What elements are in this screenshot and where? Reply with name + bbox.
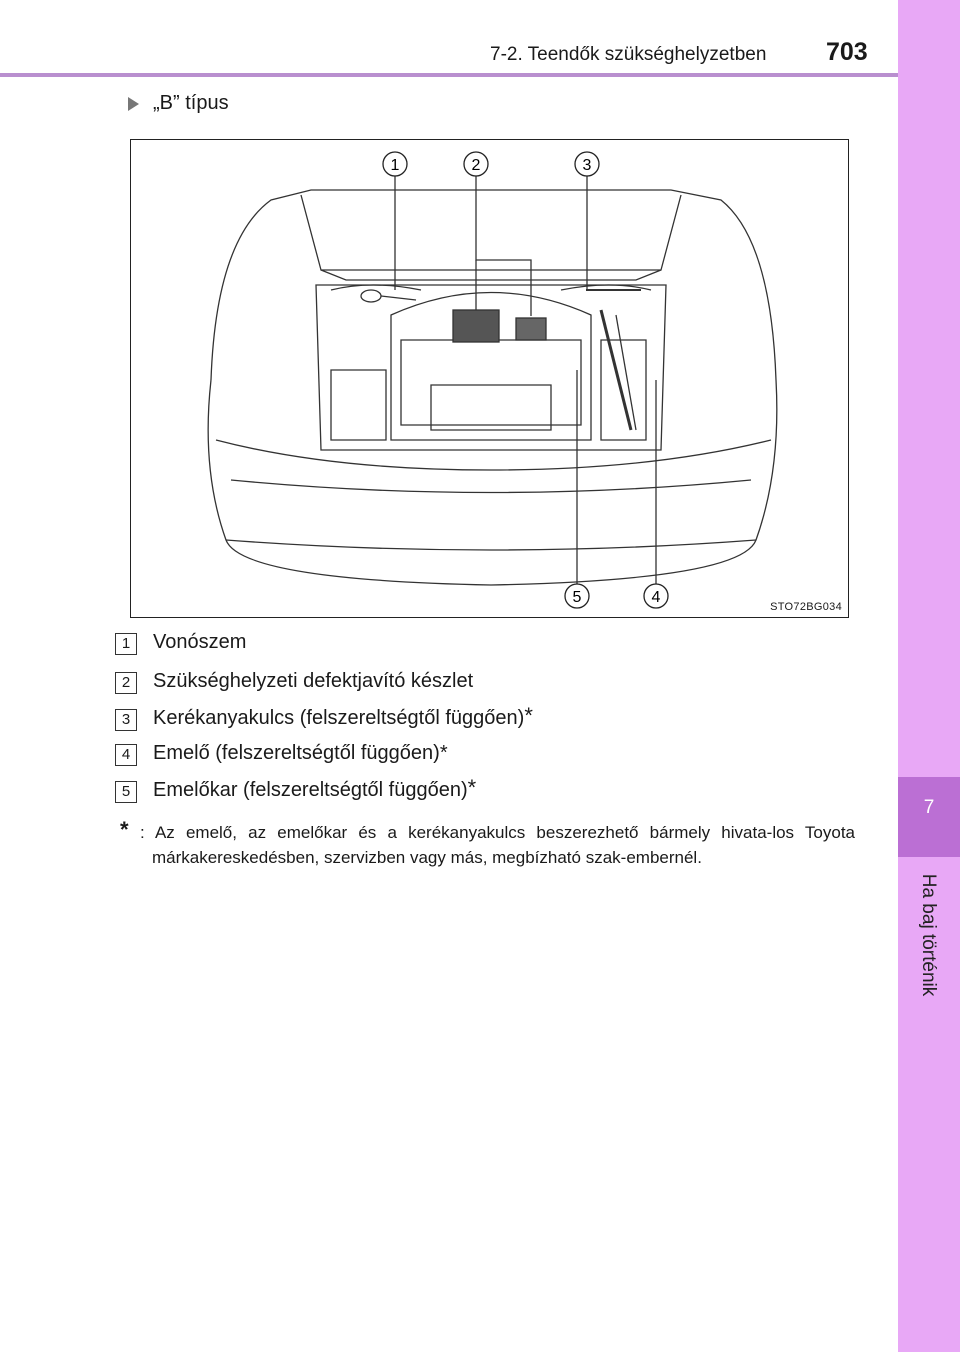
header-rule bbox=[0, 73, 898, 77]
type-heading bbox=[128, 92, 229, 115]
chapter-number: 7 bbox=[923, 797, 935, 818]
list-item bbox=[115, 670, 473, 696]
list-item bbox=[115, 775, 477, 805]
callout-2-label: 2 bbox=[471, 157, 481, 174]
footnote bbox=[120, 817, 855, 870]
list-item bbox=[115, 631, 246, 657]
callout-markers bbox=[383, 152, 668, 608]
list-item bbox=[115, 703, 533, 733]
list-item bbox=[115, 742, 448, 768]
trunk-drawing bbox=[131, 140, 847, 616]
trunk-illustration bbox=[130, 139, 849, 618]
item-text bbox=[153, 775, 477, 805]
item-number: 3 bbox=[115, 709, 137, 731]
arrow-right-icon bbox=[128, 97, 139, 111]
callout-1-label: 1 bbox=[390, 157, 400, 174]
item-label: Emelő (felszereltségtől függően)* bbox=[153, 742, 448, 764]
item-number: 2 bbox=[115, 672, 137, 694]
item-text bbox=[153, 703, 533, 733]
item-text bbox=[153, 631, 246, 657]
item-number: 1 bbox=[115, 633, 137, 655]
item-label: Vonószem bbox=[153, 631, 247, 653]
footnote-text: : Az emelő, az emelőkar és a kerékanyakulcs beszerezhető bármely hivata-los Toyota márkakereskedésben, szervizben vagy más, megbízható szak-embernél. bbox=[140, 823, 855, 867]
section-title: 7-2. Teendők szükséghelyzetben bbox=[490, 44, 767, 65]
page-number: 703 bbox=[826, 38, 868, 66]
callout-4-label: 4 bbox=[651, 589, 661, 606]
item-text bbox=[153, 742, 448, 768]
item-label: Szükséghelyzeti defektjavító készlet bbox=[153, 670, 474, 692]
figure-code: STO72BG034 bbox=[770, 601, 842, 613]
chapter-label: Ha baj történik bbox=[918, 873, 939, 997]
callout-5-label: 5 bbox=[572, 589, 582, 606]
item-number: 5 bbox=[115, 781, 137, 803]
item-label: Emelőkar (felszereltségtől függően) bbox=[153, 779, 468, 801]
chapter-side-tab bbox=[898, 0, 960, 1352]
footnote-star: * bbox=[120, 817, 129, 842]
item-text bbox=[153, 670, 473, 696]
type-label: „B” típus bbox=[153, 92, 229, 114]
item-number: 4 bbox=[115, 744, 137, 766]
item-star: * bbox=[467, 775, 477, 800]
callout-3-label: 3 bbox=[582, 157, 592, 174]
item-star: * bbox=[524, 703, 533, 728]
item-label: Kerékanyakulcs (felszereltségtől függően) bbox=[153, 707, 525, 729]
